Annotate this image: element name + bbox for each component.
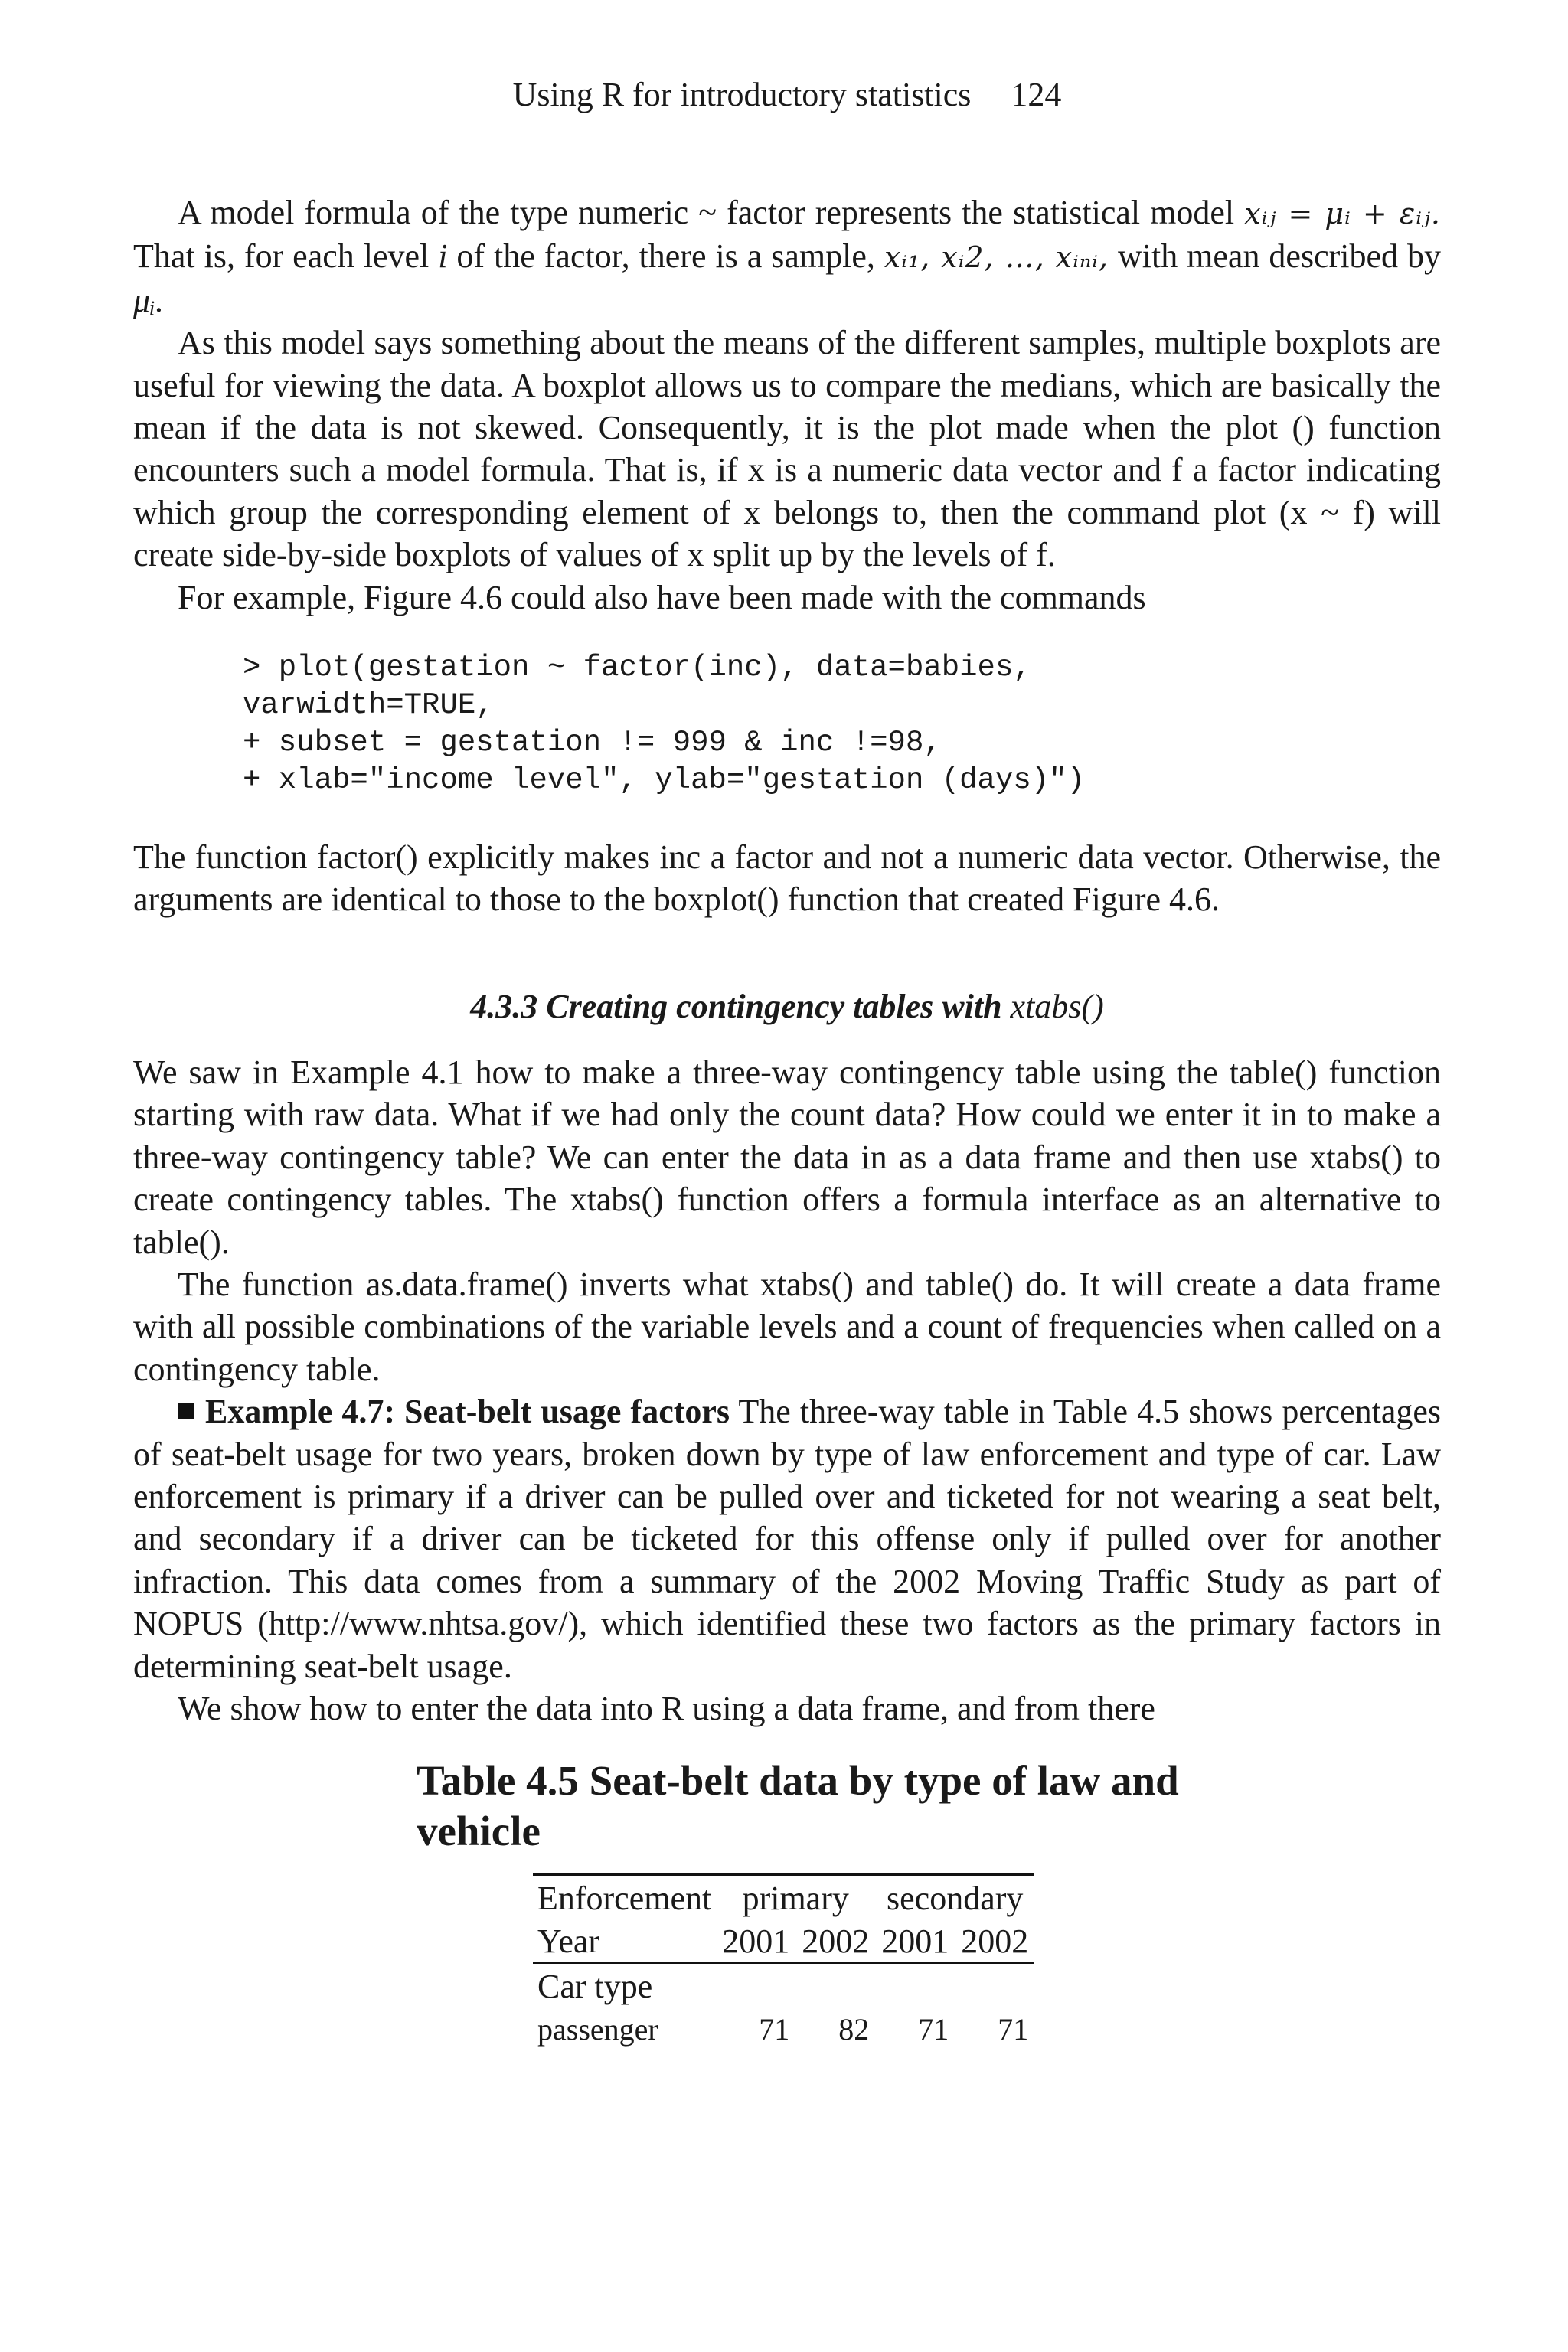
page-number: 124 xyxy=(1011,76,1062,113)
paragraph-example-4-7 xyxy=(133,1390,1441,1687)
section-heading-text: 4.3.3 Creating contingency tables with xyxy=(470,987,1002,1025)
car-type-label: Car type xyxy=(537,1968,653,2006)
seat-belt-table xyxy=(533,1873,1034,2050)
table-header-row xyxy=(533,1876,1034,1919)
table-title: Table 4.5 Seat-belt data by type of law and vehicle xyxy=(416,1757,1179,1855)
section-heading-function: xtabs() xyxy=(1010,987,1104,1025)
running-title: Using R for introductory statistics xyxy=(512,76,972,113)
table-cell: 82 xyxy=(838,2012,870,2047)
paragraph-model-formula xyxy=(133,191,1441,322)
square-bullet-icon xyxy=(178,1403,194,1419)
math-sample: xᵢ₁, xᵢ2, …, xᵢₙᵢ, xyxy=(884,240,1109,275)
text-run: A model formula of the type numeric ~ factor represents the statistical model xyxy=(178,194,1235,231)
example-label: Example 4.7: Seat-belt usage factors xyxy=(205,1393,730,1431)
text-run: The three-way table in Table 4.5 shows percentages of seat-belt usage for two years, broken down by type of law enforcement and type of car. Law enforcement is primary if a driver can be pulled over and ticketed for not wearing a seat belt, and secondary if a driver can be ticketed for this offense only if pulled over for another infraction. This data comes from a summary of the 2002 Moving Traffic Study as part of NOPUS (http://www.nhtsa.gov/), which identified these two factors as the primary factors in determining seat-belt usage. xyxy=(133,1393,1441,1685)
table-year-row xyxy=(533,1919,1034,1964)
table-row xyxy=(533,2007,1034,2050)
running-header xyxy=(133,74,1441,116)
math-formula: xᵢⱼ = μᵢ + εᵢⱼ. xyxy=(1244,197,1441,230)
primary-header: primary xyxy=(742,1880,849,1918)
table-cell: 71 xyxy=(998,2012,1029,2047)
year-cell: 2002 xyxy=(795,1919,875,1964)
math-variable-i: i xyxy=(438,237,448,276)
paragraph-factor-explanation: The function factor() explicitly makes inc a factor and not a numeric data vector. Otherwise, the arguments are identical to those to the boxplot() function that created Figure 4.6. xyxy=(133,838,1441,919)
paragraph-example-intro: For example, Figure 4.6 could also have been made with the commands xyxy=(178,578,1146,616)
text-run: of the factor, there is a sample, xyxy=(456,237,875,276)
row-label: passenger xyxy=(537,2012,658,2047)
table-cell: 71 xyxy=(759,2012,790,2047)
body-text xyxy=(133,191,1441,2050)
table-cell: 71 xyxy=(918,2012,949,2047)
text-run: That is, for each level xyxy=(133,237,430,276)
section-heading xyxy=(133,985,1441,1028)
code-block: > plot(gestation ~ factor(inc), data=babies, varwidth=TRUE, + subset = gestation != 999 & inc !=98, + xlab="income level", ylab="gestation (days)") xyxy=(243,651,1085,798)
year-cell: 2001 xyxy=(716,1919,795,1964)
math-mu: μᵢ. xyxy=(133,281,165,319)
year-label: Year xyxy=(533,1919,716,1964)
table-cartype-row xyxy=(533,1964,1034,2007)
secondary-header: secondary xyxy=(887,1880,1024,1918)
paragraph-contingency: We saw in Example 4.1 how to make a three-way contingency table using the table() function starting with raw data. What if we had only the count data? How could we enter it in to make a three-way contingency table? We can enter the data in as a data frame and then use xtabs() to create contingency tables. The xtabs() function offers a formula interface as an alternative to table(). xyxy=(133,1053,1441,1261)
paragraph-enter-data: We show how to enter the data into R using a data frame, and from there xyxy=(178,1689,1155,1727)
enforcement-label: Enforcement xyxy=(537,1880,712,1918)
year-cell: 2001 xyxy=(875,1919,955,1964)
paragraph-as-data-frame: The function as.data.frame() inverts what xtabs() and table() do. It will create a data frame with all possible combinations of the variable levels and a count of frequencies when called on a contingency table. xyxy=(133,1265,1441,1388)
paragraph-boxplots: As this model says something about the means of the different samples, multiple boxplots are useful for viewing the data. A boxplot allows us to compare the medians, which are basically the mean if the data is not skewed. Consequently, it is the plot made when the plot () function encounters such a model formula. That is, if x is a numeric data vector and f a factor indicating which group the corresponding element of x belongs to, then the command plot (x ~ f) will create side-by-side boxplots of values of x split up by the levels of f. xyxy=(133,324,1441,574)
text-run: with mean described by xyxy=(1117,237,1441,276)
year-cell: 2002 xyxy=(955,1919,1034,1964)
